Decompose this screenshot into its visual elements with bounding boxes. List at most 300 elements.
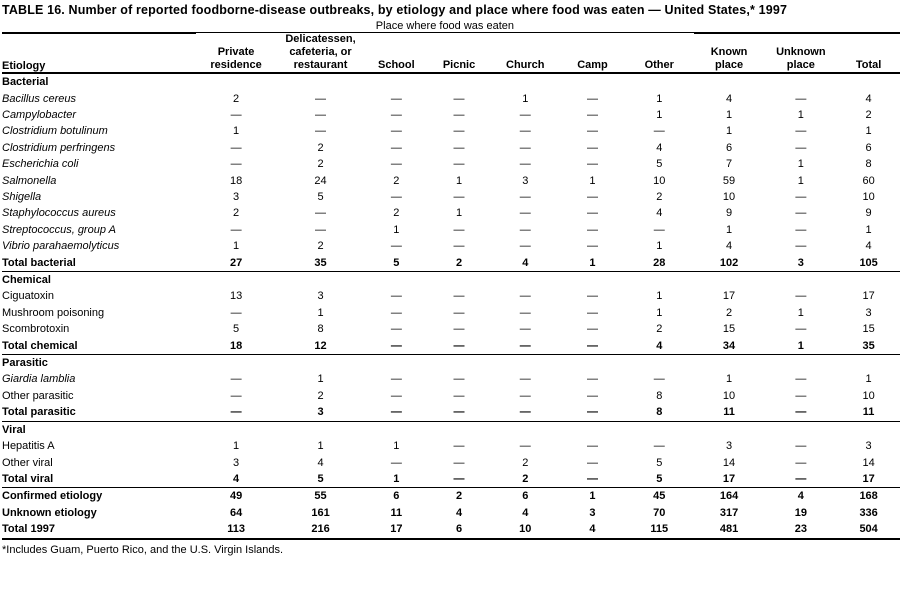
table-row: [2, 338, 900, 355]
row-value: 3: [589, 506, 596, 519]
row-value: —: [586, 158, 598, 171]
row-value: 14: [722, 456, 736, 469]
row-value: 1: [656, 108, 663, 121]
row-value: —: [453, 456, 465, 469]
row-value: —: [519, 158, 531, 171]
row-value: 4: [625, 338, 694, 355]
row-value: —: [453, 306, 465, 319]
row-value: —: [560, 404, 625, 421]
row-value: [276, 73, 365, 90]
row-value: 2: [656, 191, 663, 203]
col-header-private-line1: Private: [217, 46, 255, 59]
row-label: Total parasitic: [2, 404, 196, 421]
table-row: [2, 355, 900, 372]
row-value: 8: [625, 404, 694, 421]
row-label: Total bacterial: [2, 255, 196, 272]
row-value: 15: [862, 323, 875, 336]
group-header-spacer-right3: [837, 20, 900, 33]
row-value: —: [795, 290, 807, 303]
row-value: —: [230, 108, 242, 121]
row-value: —: [795, 373, 807, 386]
group-header-spacer: [2, 20, 196, 33]
row-value: 3: [276, 404, 365, 421]
row-value: 17: [365, 521, 428, 538]
row-value: —: [764, 404, 837, 421]
col-header-known-line1: Known: [710, 46, 748, 59]
row-value: 6: [725, 141, 733, 154]
row-value: 9: [865, 207, 872, 220]
row-value: —: [795, 92, 807, 105]
row-value: 1: [656, 290, 663, 303]
row-value: —: [560, 471, 625, 488]
row-value: —: [653, 125, 665, 138]
row-label: Bacterial: [2, 76, 49, 89]
row-value: —: [453, 440, 465, 453]
row-value: 27: [196, 255, 276, 272]
row-value: —: [519, 373, 531, 386]
table-body: [2, 73, 900, 538]
row-label: Other parasitic: [2, 389, 74, 402]
row-value: 10: [722, 389, 736, 402]
row-value: —: [586, 191, 598, 203]
row-value: —: [453, 191, 465, 203]
table-row: [2, 404, 900, 421]
row-value: [196, 272, 276, 289]
row-value: [428, 421, 491, 438]
row-value: 1: [725, 373, 733, 386]
row-value: 2: [233, 92, 240, 105]
row-value: —: [519, 191, 531, 203]
row-value: 11: [837, 404, 900, 421]
row-value: 12: [276, 338, 365, 355]
row-value: 1: [865, 373, 872, 386]
row-value: —: [315, 223, 326, 236]
row-value: [365, 73, 428, 90]
row-value: 504: [837, 521, 900, 538]
row-value: [365, 355, 428, 372]
row-label: Vibrio parahaemolyticus: [2, 240, 120, 253]
row-value: —: [490, 338, 560, 355]
table-row: [2, 123, 900, 139]
row-value: —: [586, 141, 598, 154]
row-value: 1: [725, 108, 733, 121]
row-value: 10: [862, 389, 875, 402]
row-value: 4: [490, 255, 560, 272]
row-value: 1: [589, 490, 596, 503]
row-value: [490, 421, 560, 438]
row-value: —: [315, 108, 326, 121]
row-value: 5: [656, 456, 663, 469]
row-value: —: [390, 158, 402, 171]
table-row: [2, 205, 900, 221]
row-value: 2: [725, 306, 733, 319]
row-value: —: [390, 92, 402, 105]
row-value: 17: [722, 290, 736, 303]
col-header-private-line2: residence: [210, 59, 262, 72]
table-row: [2, 288, 900, 304]
row-value: —: [586, 108, 598, 121]
col-header-unknown-line1: Unknown: [776, 46, 826, 59]
row-value: [625, 421, 694, 438]
row-value: —: [519, 141, 531, 154]
row-value: —: [315, 207, 326, 220]
table-row: [2, 189, 900, 205]
table-row: [2, 272, 900, 289]
table-row: [2, 521, 900, 538]
row-value: 1: [393, 440, 400, 453]
row-value: 168: [859, 490, 878, 503]
row-value: [560, 355, 625, 372]
row-value: [490, 73, 560, 90]
col-header-etiology: Etiology: [2, 33, 196, 73]
row-value: 4: [725, 92, 733, 105]
row-value: [196, 355, 276, 372]
row-value: 317: [719, 506, 739, 519]
row-value: —: [196, 404, 276, 421]
row-value: 4: [196, 471, 276, 488]
row-value: —: [586, 373, 598, 386]
foodborne-outbreaks-table: [2, 20, 900, 539]
row-value: [276, 355, 365, 372]
row-value: —: [365, 404, 428, 421]
row-value: [764, 421, 837, 438]
row-value: 3: [233, 456, 240, 469]
row-label: Total chemical: [2, 338, 196, 355]
row-value: 164: [719, 490, 739, 503]
row-value: —: [586, 306, 598, 319]
row-value: 336: [859, 506, 878, 519]
col-header-deli-line3: restaurant: [293, 59, 348, 72]
row-value: 4: [560, 521, 625, 538]
row-value: 1: [317, 440, 324, 453]
row-value: [276, 421, 365, 438]
row-value: —: [519, 207, 531, 220]
row-label: Bacillus cereus: [2, 92, 76, 105]
col-header-known-place: [694, 33, 765, 73]
col-header-deli-line1: Delicatessen,: [285, 33, 356, 46]
row-label: Scombrotoxin: [2, 323, 70, 336]
row-value: 1: [455, 207, 463, 220]
row-value: —: [390, 108, 402, 121]
row-value: 102: [694, 255, 765, 272]
row-value: —: [795, 240, 807, 253]
row-label: Total 1997: [2, 521, 196, 538]
row-value: 105: [837, 255, 900, 272]
row-value: 3: [764, 255, 837, 272]
row-value: 64: [229, 506, 243, 519]
row-value: —: [453, 323, 465, 336]
row-value: 5: [233, 323, 240, 336]
row-value: [428, 355, 491, 372]
row-value: —: [560, 338, 625, 355]
row-value: [560, 421, 625, 438]
row-label: Giardia lamblia: [2, 373, 76, 386]
row-value: 10: [722, 191, 736, 203]
row-value: —: [365, 338, 428, 355]
row-label: Ciguatoxin: [2, 290, 54, 303]
row-value: 2: [317, 141, 324, 154]
row-value: 1: [233, 240, 240, 253]
group-header-place: Place where food was eaten: [196, 20, 694, 33]
row-value: 1: [764, 338, 837, 355]
row-value: 23: [764, 521, 837, 538]
row-value: [560, 272, 625, 289]
row-value: 6: [865, 141, 872, 154]
row-value: —: [390, 306, 402, 319]
row-value: —: [586, 223, 598, 236]
row-value: 15: [722, 323, 736, 336]
row-value: 4: [656, 207, 663, 220]
row-value: 1: [725, 125, 733, 138]
col-header-school: School: [365, 33, 428, 73]
row-value: 17: [862, 290, 875, 303]
col-header-deli-line2: cafeteria, or: [289, 46, 352, 59]
row-value: 4: [865, 92, 872, 105]
row-value: 10: [490, 521, 560, 538]
row-value: 5: [317, 191, 324, 203]
row-value: —: [453, 373, 465, 386]
row-value: —: [586, 92, 598, 105]
row-value: 13: [229, 290, 243, 303]
table-row: [2, 321, 900, 337]
group-header-spacer-right: [694, 20, 765, 33]
row-value: [625, 355, 694, 372]
row-value: —: [453, 290, 465, 303]
row-value: [694, 355, 765, 372]
row-value: 3: [725, 440, 733, 453]
row-value: 161: [311, 506, 330, 519]
col-header-delicatessen: [276, 33, 365, 73]
table-row: [2, 505, 900, 521]
row-value: 2: [317, 389, 324, 402]
row-value: 5: [276, 471, 365, 488]
row-value: —: [453, 92, 465, 105]
row-value: —: [390, 373, 402, 386]
row-value: 3: [317, 290, 324, 303]
row-value: 1: [865, 223, 872, 236]
row-value: —: [315, 92, 326, 105]
row-value: —: [390, 323, 402, 336]
row-value: —: [519, 290, 531, 303]
row-label: Escherichia coli: [2, 158, 79, 171]
row-value: 1: [393, 223, 400, 236]
row-value: 17: [694, 471, 765, 488]
group-header-row: [2, 20, 900, 33]
row-value: —: [653, 373, 665, 386]
row-value: 6: [393, 490, 400, 503]
row-value: 2: [317, 240, 324, 253]
table-row: [2, 91, 900, 107]
row-value: 18: [229, 174, 243, 187]
row-value: —: [453, 108, 465, 121]
row-value: —: [795, 440, 807, 453]
col-header-unknown-place: [764, 33, 837, 73]
row-value: —: [230, 373, 242, 386]
row-label: Streptococcus, group A: [2, 223, 116, 236]
table-row: [2, 305, 900, 321]
table-row: [2, 471, 900, 488]
row-value: [837, 421, 900, 438]
col-header-church: Church: [490, 33, 560, 73]
row-label: Confirmed etiology: [2, 490, 103, 503]
row-label: Mushroom poisoning: [2, 306, 105, 319]
row-value: [837, 272, 900, 289]
row-value: 1: [365, 471, 428, 488]
table-row: [2, 140, 900, 156]
row-value: 3: [233, 191, 240, 203]
row-value: [837, 355, 900, 372]
table-footnote: *Includes Guam, Puerto Rico, and the U.S. Virgin Islands.: [2, 543, 284, 556]
row-value: 4: [522, 506, 529, 519]
row-value: —: [586, 456, 598, 469]
row-value: —: [795, 141, 807, 154]
row-value: 1: [797, 108, 804, 121]
row-value: [625, 272, 694, 289]
row-label: Chemical: [2, 274, 51, 287]
row-value: [694, 272, 765, 289]
row-value: —: [390, 290, 402, 303]
row-label: Viral: [2, 423, 26, 436]
row-value: [837, 73, 900, 90]
row-value: [625, 73, 694, 90]
row-value: 24: [314, 174, 327, 187]
row-value: [428, 73, 491, 90]
row-value: —: [519, 125, 531, 138]
table-row: [2, 255, 900, 272]
row-value: 55: [314, 490, 327, 503]
row-value: 1: [233, 440, 240, 453]
row-value: 216: [276, 521, 365, 538]
row-value: 1: [317, 373, 324, 386]
table-row: [2, 421, 900, 438]
row-value: 2: [656, 323, 663, 336]
row-value: [276, 272, 365, 289]
row-value: [764, 73, 837, 90]
row-value: 34: [694, 338, 765, 355]
col-header-camp: Camp: [560, 33, 625, 73]
row-value: —: [519, 306, 531, 319]
row-value: [365, 272, 428, 289]
row-value: —: [519, 223, 531, 236]
row-value: 10: [653, 174, 666, 187]
row-value: —: [453, 223, 465, 236]
row-value: 3: [865, 440, 872, 453]
row-value: 481: [694, 521, 765, 538]
row-value: 2: [455, 490, 463, 503]
row-value: 1: [656, 92, 663, 105]
table-row: [2, 107, 900, 123]
row-label: Parasitic: [2, 357, 48, 370]
row-value: 1: [656, 306, 663, 319]
table-row: [2, 238, 900, 254]
row-value: 4: [725, 240, 733, 253]
row-value: 1: [522, 92, 529, 105]
row-value: 4: [455, 506, 463, 519]
row-value: 18: [196, 338, 276, 355]
row-value: —: [428, 471, 491, 488]
row-value: —: [519, 323, 531, 336]
col-header-unknown-line2: place: [786, 59, 815, 72]
row-value: 1: [455, 174, 463, 187]
row-value: —: [390, 141, 402, 154]
row-value: 1: [589, 174, 596, 187]
row-value: 35: [837, 338, 900, 355]
row-value: 113: [196, 521, 276, 538]
row-value: 2: [522, 456, 529, 469]
row-value: —: [519, 389, 531, 402]
row-label: Staphylococcus aureus: [2, 207, 116, 220]
row-value: —: [428, 404, 491, 421]
row-value: 45: [653, 490, 666, 503]
row-value: 1: [233, 125, 240, 138]
row-value: 115: [625, 521, 694, 538]
row-value: 6: [522, 490, 529, 503]
row-value: 70: [653, 506, 666, 519]
column-header-row: [2, 33, 900, 73]
row-value: 10: [862, 191, 875, 203]
row-value: —: [586, 323, 598, 336]
row-value: —: [653, 440, 665, 453]
row-value: [196, 73, 276, 90]
row-value: —: [795, 125, 807, 138]
row-value: 7: [725, 158, 733, 171]
row-value: 49: [229, 490, 243, 503]
row-value: —: [795, 223, 807, 236]
row-value: 4: [317, 456, 324, 469]
row-label: Campylobacter: [2, 108, 76, 121]
row-value: —: [428, 338, 491, 355]
col-header-total: Total: [837, 33, 900, 73]
table-row: [2, 156, 900, 172]
table-row: [2, 388, 900, 404]
row-value: 2: [428, 255, 491, 272]
row-value: —: [519, 440, 531, 453]
row-value: 60: [862, 174, 875, 187]
table-row: [2, 222, 900, 238]
row-value: 2: [233, 207, 240, 220]
row-value: 4: [797, 490, 804, 503]
row-value: 2: [865, 108, 872, 121]
row-value: —: [453, 389, 465, 402]
row-value: [560, 73, 625, 90]
row-value: 11: [694, 404, 765, 421]
table-row: [2, 438, 900, 454]
row-value: 8: [317, 323, 324, 336]
row-value: —: [586, 440, 598, 453]
row-value: 1: [797, 158, 804, 171]
row-value: —: [586, 290, 598, 303]
row-value: —: [795, 191, 807, 203]
row-value: —: [390, 389, 402, 402]
row-value: —: [586, 207, 598, 220]
row-value: —: [519, 108, 531, 121]
row-value: 17: [837, 471, 900, 488]
row-value: 5: [365, 255, 428, 272]
row-value: 1: [317, 306, 324, 319]
row-value: —: [453, 125, 465, 138]
row-label: Total viral: [2, 471, 196, 488]
row-value: —: [230, 306, 242, 319]
row-value: [490, 272, 560, 289]
row-value: —: [653, 223, 665, 236]
col-header-private-residence: [196, 33, 276, 73]
row-value: —: [453, 240, 465, 253]
row-value: 2: [317, 158, 324, 171]
row-value: 3: [522, 174, 529, 187]
row-label: Shigella: [2, 191, 42, 203]
row-value: 8: [656, 389, 663, 402]
row-value: —: [230, 158, 242, 171]
